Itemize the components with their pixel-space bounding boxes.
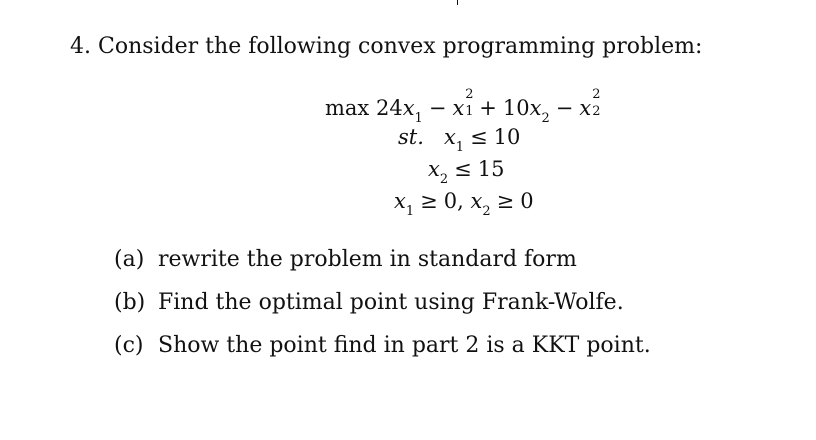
- variable-x: x: [452, 96, 465, 120]
- minus-sign: −: [428, 96, 447, 120]
- page-edge-mark: [457, 0, 458, 5]
- le-sign: ≤: [470, 125, 488, 149]
- variable-x: x: [428, 157, 440, 181]
- problem-statement: [70, 34, 702, 59]
- constraint-1: [398, 125, 521, 156]
- le-sign: ≤: [454, 157, 472, 181]
- zero-value: 0: [443, 189, 458, 213]
- objective-function: [325, 87, 601, 127]
- subject-to-label: st.: [398, 125, 424, 149]
- power-subscript: 2 2: [592, 87, 601, 119]
- variable-x: x: [402, 96, 415, 120]
- variable-x: x: [443, 125, 456, 149]
- objective-coefficient-2: 10: [502, 96, 530, 120]
- constraint-nonnegativity: [394, 189, 534, 220]
- bound-value: 15: [477, 157, 505, 181]
- minus-sign: −: [555, 96, 574, 120]
- problem-text: Consider the following convex programming problem:: [98, 34, 703, 59]
- part-label: (c): [114, 333, 144, 358]
- ge-sign: ≥: [420, 189, 438, 213]
- subscript: 2: [482, 204, 491, 220]
- subscript: 1: [414, 111, 423, 127]
- variable-x: x: [394, 189, 406, 213]
- part-a: [114, 247, 577, 272]
- zero-value: 0: [520, 189, 534, 213]
- part-c: [114, 333, 651, 358]
- variable-x: x: [579, 96, 592, 120]
- part-label: (b): [114, 290, 146, 315]
- objective-coefficient-1: 24: [375, 96, 403, 120]
- problem-number: 4.: [70, 34, 91, 59]
- part-text: Show the point find in part 2 is a KKT point.: [158, 333, 651, 358]
- variable-x: x: [529, 96, 542, 120]
- max-operator: max: [325, 96, 370, 120]
- subscript: 2: [439, 172, 449, 188]
- part-label: (a): [114, 247, 145, 272]
- comma: ,: [457, 189, 464, 213]
- variable-x: x: [470, 189, 483, 213]
- part-text: Find the optimal point using Frank-Wolfe.: [158, 290, 624, 315]
- subscript: 1: [455, 140, 465, 156]
- part-text: rewrite the problem in standard form: [158, 247, 577, 272]
- ge-sign: ≥: [496, 189, 515, 213]
- part-b: [114, 290, 624, 315]
- bound-value: 10: [493, 125, 521, 149]
- subscript: 1: [405, 204, 415, 220]
- power-subscript: 2 1: [465, 87, 474, 119]
- constraint-2: [428, 157, 505, 188]
- plus-sign: +: [479, 96, 497, 120]
- subscript: 2: [541, 111, 550, 127]
